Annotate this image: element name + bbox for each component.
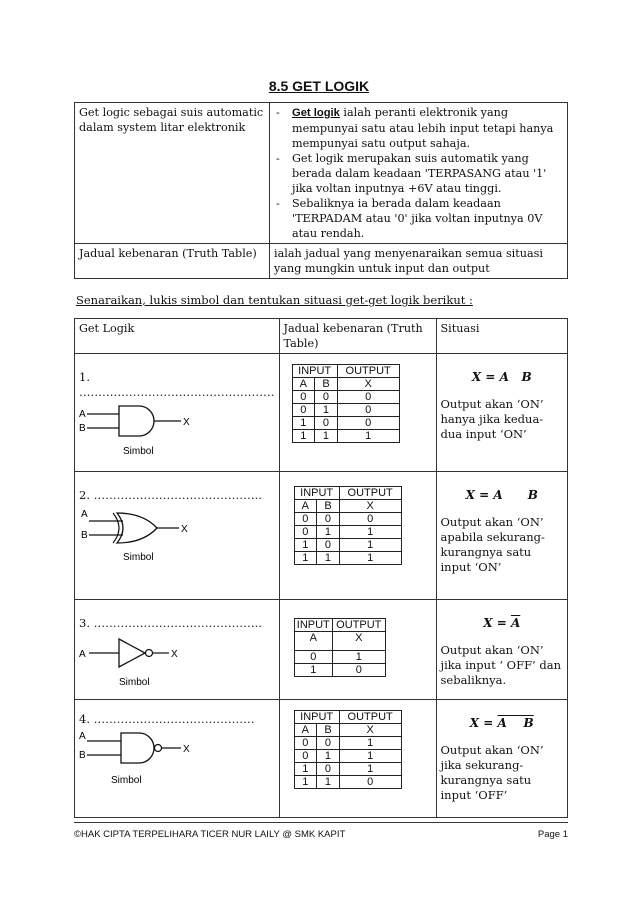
situation-cell-nand [436, 700, 568, 818]
tt-cell: 1 [294, 776, 317, 789]
tt-cell: 0 [294, 737, 317, 750]
page-number: Page 1 [537, 829, 568, 840]
equation-nand [441, 716, 564, 731]
intro-right-2: ialah jadual yang menyenaraikan semua situasi yang mungkin untuk input dan output [270, 244, 568, 279]
header-get-logik: Get Logik [75, 319, 280, 354]
input-b-label: B [81, 530, 88, 541]
gate-label-and: 1. …………………………………………… [79, 370, 275, 399]
intro-right-1 [270, 103, 568, 244]
input-a-label: A [79, 649, 86, 660]
eq-over: $\overline{A}$ [510, 616, 521, 630]
situation-text-nand: Output akan ‘ON’ jika sekurang-kurangnya satu input ‘OFF’ [440, 743, 544, 802]
gate-cell-nand [75, 700, 280, 818]
tt-cell: 1 [292, 430, 315, 443]
input-a-label: A [81, 509, 88, 520]
tt-cell: 0 [294, 513, 317, 526]
intro-bullet-2: - Get logik merupakan suis automatik yang berada dalam keadaan 'TERPASANG atau '1' jika voltan inputnya +6V atau tinggi. [274, 151, 563, 196]
output-x-label: X [181, 524, 188, 535]
tt-cell: 1 [294, 664, 333, 677]
symbol-caption: Simbol [123, 446, 154, 457]
input-b-label: B [79, 423, 86, 434]
truth-table-or [294, 486, 402, 565]
eq-right: B [521, 370, 532, 384]
tt-cell-not [279, 600, 436, 700]
symbol-caption: Simbol [123, 552, 154, 563]
tt-cell: 1 [317, 552, 340, 565]
tt-cell: 1 [339, 737, 401, 750]
tt-col: B [315, 378, 338, 391]
symbol-caption: Simbol [111, 775, 142, 786]
tt-cell: 1 [317, 750, 340, 763]
gate-label-nand: 4. …………………………………… [79, 712, 255, 726]
nand-gate-symbol [79, 727, 199, 789]
eq-over: A B [497, 716, 534, 730]
tt-cell: 1 [339, 763, 401, 776]
tt-cell: 1 [317, 526, 340, 539]
tt-col: A [294, 724, 317, 737]
symbol-caption: Simbol [119, 677, 150, 688]
tt-cell: 0 [292, 404, 315, 417]
tt-input-header: INPUT [294, 487, 339, 500]
not-gate-symbol [79, 631, 199, 689]
input-b-label: B [79, 750, 86, 761]
tt-cell: 0 [294, 651, 333, 664]
tt-cell: 0 [294, 750, 317, 763]
tt-col: X [333, 632, 385, 651]
tt-cell: 1 [339, 552, 401, 565]
situation-cell-not [436, 600, 568, 700]
tt-cell-or [279, 472, 436, 600]
tt-cell: 1 [339, 526, 401, 539]
tt-col: X [339, 500, 401, 513]
eq-left: X = [469, 716, 498, 730]
gate-cell-or [75, 472, 280, 600]
tt-cell: 0 [317, 539, 340, 552]
intro-table [74, 102, 568, 279]
intro-bullet-3: - Sebaliknya ia berada dalam keadaan 'TERPADAM atau '0' jika voltan inputnya 0V atau rendah. [274, 196, 563, 241]
tt-cell: 0 [315, 417, 338, 430]
situation-text-and: Output akan ‘ON’ hanya jika kedua-dua input ‘ON’ [440, 397, 544, 441]
or-gate-symbol [79, 503, 199, 565]
situation-text-or: Output akan ‘ON’ apabila sekurang-kurangnya satu input ‘ON’ [440, 515, 545, 574]
tt-cell-nand [279, 700, 436, 818]
situation-text-not: Output akan ‘ON’ jika input ‘ OFF’ dan sebaliknya. [440, 643, 561, 687]
situation-cell-or [436, 472, 568, 600]
tt-cell: 0 [337, 404, 399, 417]
header-situasi: Situasi [436, 319, 568, 354]
tt-col: X [337, 378, 399, 391]
page-title: 8.5 GET LOGIK [268, 78, 370, 94]
tt-col: A [292, 378, 315, 391]
eq-left: X = A [471, 370, 509, 384]
intro-bold-term: Get logik [292, 107, 340, 119]
tt-cell: 1 [294, 539, 317, 552]
gates-table [74, 318, 568, 818]
tt-cell: 1 [315, 404, 338, 417]
output-x-label: X [171, 649, 178, 660]
truth-table-not [294, 618, 386, 677]
gate-cell-and [75, 354, 280, 472]
input-a-label: A [79, 409, 86, 420]
tt-output-header: OUTPUT [333, 619, 385, 632]
eq-left: X = A [465, 488, 503, 502]
intro-bullet-1 [274, 105, 563, 151]
gate-label-not: 3. …………………………………….. [79, 616, 262, 630]
tt-col: B [317, 724, 340, 737]
tt-cell: 0 [317, 763, 340, 776]
tt-cell: 1 [315, 430, 338, 443]
gate-cell-not [75, 600, 280, 700]
tt-cell: 0 [337, 417, 399, 430]
tt-cell: 1 [294, 763, 317, 776]
tt-cell: 1 [339, 539, 401, 552]
tt-col: A [294, 632, 333, 651]
tt-input-header: INPUT [294, 711, 339, 724]
footer-copyright: ©HAK CIPTA TERPELIHARA TICER NUR LAILY @ SMK KAPIT [74, 829, 346, 840]
tt-col: A [294, 500, 317, 513]
eq-right: B [527, 488, 538, 502]
gate-label-or: 2. …………………………………….. [79, 488, 262, 502]
tt-cell: 1 [294, 552, 317, 565]
tt-output-header: OUTPUT [337, 365, 399, 378]
tt-col: B [317, 500, 340, 513]
equation-or [441, 488, 564, 503]
tt-input-header: INPUT [292, 365, 337, 378]
eq-left: X = [483, 616, 511, 630]
equation-and [441, 370, 564, 385]
intro-left-1: Get logic sebagai suis automatic dalam system litar elektronik [75, 103, 270, 244]
tt-output-header: OUTPUT [339, 711, 401, 724]
equation-not [441, 616, 564, 631]
tt-cell: 0 [315, 391, 338, 404]
tt-col: X [339, 724, 401, 737]
tt-cell: 1 [337, 430, 399, 443]
tt-cell: 1 [317, 776, 340, 789]
output-x-label: X [183, 417, 190, 428]
output-x-label: X [183, 744, 190, 755]
tt-cell: 1 [292, 417, 315, 430]
tt-cell: 1 [333, 651, 385, 664]
tt-cell: 0 [317, 737, 340, 750]
tt-output-header: OUTPUT [339, 487, 401, 500]
tt-cell: 0 [333, 664, 385, 677]
and-gate-symbol [79, 400, 199, 460]
intro-left-2: Jadual kebenaran (Truth Table) [75, 244, 270, 279]
tt-cell: 0 [294, 526, 317, 539]
tt-cell: 0 [339, 776, 401, 789]
tt-cell: 0 [292, 391, 315, 404]
tt-input-header: INPUT [294, 619, 333, 632]
tt-cell-and [279, 354, 436, 472]
tt-cell: 0 [337, 391, 399, 404]
truth-table-nand [294, 710, 402, 789]
intro-bullet-1-text: ialah peranti elektronik yang mempunyai satu atau lebih input tetapi hanya mempunyai satu output sahaja. [292, 106, 554, 150]
tt-cell: 0 [339, 513, 401, 526]
truth-table-and [292, 364, 400, 443]
header-truth-table: Jadual kebenaran (Truth Table) [279, 319, 436, 354]
input-a-label: A [79, 731, 86, 742]
situation-cell-and [436, 354, 568, 472]
instruction: Senaraikan, lukis simbol dan tentukan situasi get-get logik berikut : [76, 293, 473, 307]
tt-cell: 0 [317, 513, 340, 526]
tt-cell: 1 [339, 750, 401, 763]
page-footer [74, 822, 568, 840]
